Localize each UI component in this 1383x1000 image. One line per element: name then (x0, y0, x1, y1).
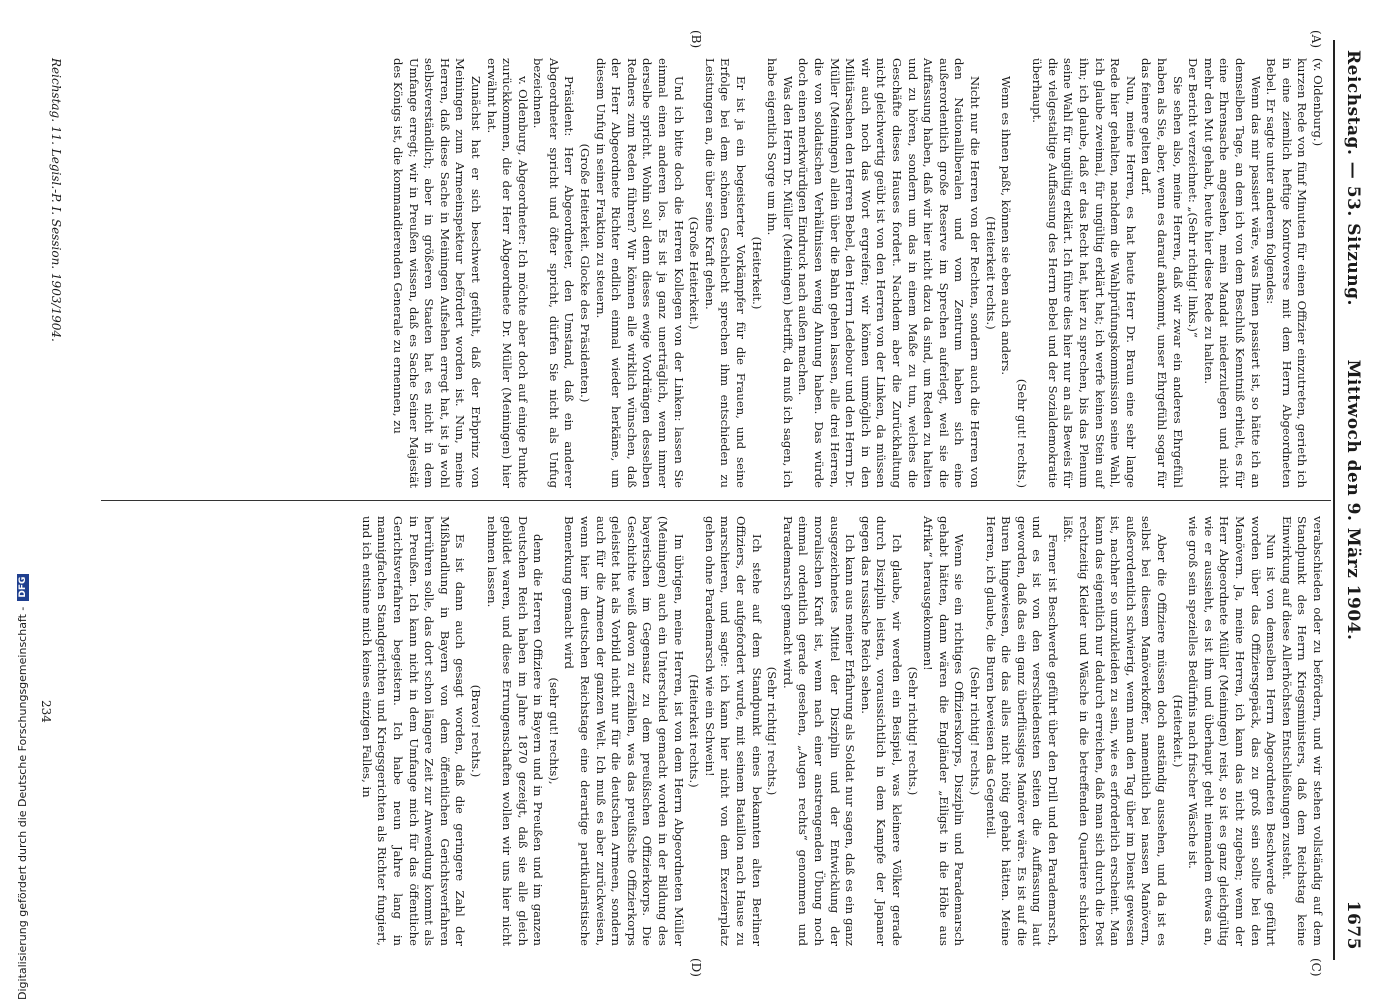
margin-letter-c: (C) (1309, 958, 1323, 977)
page-number: 234 (39, 700, 53, 723)
margin-letter-d: (D) (689, 958, 703, 977)
page-footer: Reichstag. 11. Legisl.-P. I. Session. 1903/1904. (49, 58, 63, 342)
paragraph: (v. Oldenburg.) (1311, 58, 1325, 147)
paragraph: Ich glaube, wir werden ein Beispiel, was kleinere Völker gerade durch Disziplin leisten, voraussichtlich in dem Kampfe der Japaner gegen das russische Reich sehen. (858, 516, 904, 946)
paragraph: Ich stehe auf dem Standpunkt eines bekannten alten Berliner Offiziers, der aufgefordert wurde, mit seinem Bataillon nach Hause zu marschieren, und sagte: ich kann hier nicht von dem Exerzierplatz gehen ohne Parademarsch wie ein Schwein! (702, 516, 764, 946)
paragraph: (Bravo! rechts.) (468, 684, 483, 778)
credit-text: Digitalisierung gefördert durch die Deutsche Forschungsgemeinschaft - (16, 606, 29, 1000)
paragraph: denn die Herren Offiziere in Bayern und in Preußen und im ganzen Deutschen Reich haben im Jahre 1870 gezeigt, daß sie alle gleich gebildet waren, und diese Errungenschaften wollen wir uns hier nicht nehmen lassen. (484, 516, 546, 946)
header-date: Mittwoch den 9. März 1904. (1343, 359, 1363, 641)
header-rule (1333, 40, 1335, 960)
margin-letter-a: (A) (1309, 30, 1323, 49)
paragraph: Nun, meine Herren, es hat heute Herr Dr. Braun eine sehr lange Rede hier gehalten, nachdem die Wahlprüfungskommission seine Wahl, ich glaube zweimal, für ungültig erklärt hat; ich werfe keinen Stein auf ihn; ich glaube, daß er das Recht hat, hier zu sprechen, bis das Plenum seine Wahl für ungültig erklärt. Ich führe dies hier nur an als Beweis für die vielgestaltige Auffassung des Herrn Bebel und der Sozialdemokratie überhaupt. (1030, 58, 1138, 488)
column-divider (101, 500, 1331, 501)
paragraph: Sie sehen also, meine Herren, daß wir zwar ein anderes Ehrgefühl haben als Sie, aber, wenn es darauf ankommt, unser Ehrgefühl sogar für das feinere gelten darf. (1139, 58, 1185, 488)
paragraph: Nun ist von demselben Herrn Abgeordneten Beschwerde geführt worden über das Offiziersgepäck, das zu groß sein sollte bei den Manövern. Ja, meine Herren, ich kann das nicht zugeben; wenn der Herr Abgeordnete Müller (Meiningen) reist, so ist es ganz gleichgültig wie er aussieht, es ist ihm und überhaupt geht niemandem etwas an, wie groß sein spezielles Bedürfnis nach frischer Wäsche ist. (1186, 516, 1279, 946)
paragraph: (sehr gut! rechts), (546, 677, 561, 785)
margin-letter-b: (B) (689, 30, 703, 49)
paragraph: (Sehr gut! rechts.) (1014, 378, 1029, 488)
paragraph: Wenn das mir passiert wäre, was Ihnen passiert ist, so hätte ich an demselben Tage, an dem ich von dem Beschluß Kenntniß erhielt, es für eine Ehrensache angesehen, mein Mandat niederzulegen und nicht mehr den Mut gehabt, heute hier diese Rede zu halten. (1201, 58, 1263, 488)
paragraph: Es ist dann auch gesagt worden, daß die geringere Zahl der Mißhandlung in Bayern von dem öffentlichen Gerichtsverfahren herrühren solle, das dort schon längere Zeit zur Anwendung kommt als in Preußen. Ich kann nicht in dem Umfange mich für das öffentliche Gerichtsverfahren begeistern. Ich habe neun Jahre lang in mannigfachen Standgerichten und Kriegsgerichten als Richter fungiert, und ich entsinne mich keines einzigen Falles, in (359, 516, 468, 946)
digitization-credit (16, 0, 32, 1000)
header-left: Reichstag. — 53. Sitzung. (1343, 50, 1363, 306)
paragraph: (Sehr richtig! rechts.) (905, 666, 920, 796)
paragraph: Präsident: Herr Abgeordneter, den Umstand, daß ein anderer Abgeordneter spricht und öfter spricht, dürfen Sie nicht als Unfug bezeichnen. (531, 58, 577, 488)
paragraph: Aber die Offiziere müssen doch anständig aussehen, und da ist es selbst bei diesem Manöverkoffer, namentlich bei nassen Manövern, außerordentlich schwierig, wenn man den Tag über im Dienst gewesen ist, nachher so umzukleiden zu sein, wie es erforderlich erscheint. Man kann das eigentlich nur dadurch erreichen, daß man sich durch die Post rechtzeitig Kleider und Wäsche in die betreffenden Quartiere schicken läßt. (1061, 516, 1170, 946)
paragraph: Der Bericht verzeichnet: „(Sehr richtig! links.)“ (1186, 58, 1201, 338)
paragraph: Ich kann aus meiner Erfahrung als Soldat nur sagen, daß es ein ganz ausgezeichnetes Mittel der Disziplin und der Entwicklung der moralischen Kraft ist, wenn nach einer anstrengenden Übung noch einmal ordentlich gerade gesehen, „Augen rechts“ genommen und Parademarsch gemacht wird. (780, 516, 858, 946)
paragraph: Wenn es ihnen paßt, können sie eben auch anders. (999, 76, 1014, 376)
right-text-column (358, 516, 1325, 946)
paragraph: (Heiterkeit rechts.) (687, 674, 702, 788)
page-header (1337, 40, 1363, 960)
paragraph: Und ich bitte doch die Herren Kollegen von der Linken: lassen Sie einmal einen anderen los. Es ist ja ganz unerträglich, wenn immer derselbe spricht. Wohin soll denn dieses ewige Vordrängen desselben Redners zum Reden führen? Wir können alle wirklich wünschen, daß der Herr Abgeordnete Richter endlich einmal wieder herkäme, um diesem Unfug in seiner Fraktion zu steuern. (593, 58, 686, 488)
paragraph: Wenn sie ein richtiges Offizierskorps, Disziplin und Parademarsch gehabt hätten, dann wären die Engländer „Eiligst in die Höhe aus Afrika“ herausgekommen! (921, 516, 967, 946)
paragraph: Er ist ja ein begeisterter Vorkämpfer für die Frauen, und seine Erfolge bei dem schönen Geschlecht sprechen ihm entschieden zu Leistungen an, die über seine Kraft gehen. (702, 58, 749, 488)
paragraph: (Heiterkeit.) (1170, 694, 1185, 768)
paragraph: (Heiterkeit.) (749, 236, 764, 310)
paragraph: Zunächst hat er sich beschwert gefühlt, daß der Erbprinz von Meiningen zum Armeeinspekteur befördert worden ist. Nun, meine Herren, daß diese Sache in Meiningen Aufsehen erregt hat, ist ja wohl selbstverständlich; aber in größeren Staaten hat es nicht in dem Umfange erregt; wir in Preußen wissen, daß es Sache Seiner Majestät des Königs ist, die kommandierenden Generale zu ernennen, zu (390, 58, 483, 488)
paragraph: (Sehr richtig! rechts.) (967, 666, 982, 796)
header-column-number: 1675 (1343, 900, 1363, 950)
paragraph: Ferner ist Beschwerde geführt über den Drill und den Parademarsch, und es ist von den verschiedensten Seiten die Auffassung laut geworden, daß das ein ganz überflüssiges Manöver wäre. Es ist auf die Buren hingewiesen, die das alles nicht nötig gehabt hätten. Meine Herren, ich glaube, die Buren beweisen das Gegenteil. (983, 516, 1060, 946)
paragraph: kurzen Rede von fünf Minuten für einen Offizier einzutreten, gerieth ich in eine ziemlich heftige Kontroverse mit dem Herrn Abgeordneten Bebel. Er sagte unter anderem folgendes: (1264, 58, 1310, 488)
paragraph: v. Oldenburg, Abgeordneter: Ich möchte aber doch auf einige Punkte zurückkommen, die der Herr Abgeordnete Dr. Müller (Meiningen) hier erwähnt hat. (484, 58, 530, 488)
paragraph: (Große Heiterkeit.) (687, 216, 702, 330)
dfg-logo: DFG (17, 574, 29, 601)
paragraph: Nicht nur die Herren von der Rechten, sondern auch die Herren von den Nationalliberalen und vom Zentrum haben sich eine außerordentlich große Reserve im Sprechen auferlegt, weil sie die Auffassung haben, daß wir hier nicht dazu da sind, um Reden zu halten und zu hören, sondern um das in einem Maße zu tun, welches die Geschäfte dieses Hauses fordert. Nachdem aber die Zurückhaltung nicht gleichwertig geübt ist von den Herren von der Linken, da müssen wir auch noch das Wort ergreifen; wir können unmöglich in den Militärsachen den Herren Bebel, den Herrn Ledebour und den Herrn Dr. Müller (Meiningen) allein über die Bahn gehen lassen, alle drei Herren, die von soldatischen Verhältnissen wenig Ahnung haben. Das würde doch einen merkwürdigen Eindruck nach außen machen. (796, 58, 982, 488)
paragraph: (Große Heiterkeit. Glocke des Präsidenten.) (578, 143, 593, 403)
paragraph: Im übrigen, meine Herren, ist von dem Herrn Abgeordneten Müller (Meiningen) auch ein Unterschied gemacht worden in der Bildung des bayerischen im Gegensatz zu dem preußischen Offizierkorps. Die Geschichte weiß davon zu erzählen, was das preußische Offizierkorps geleistet hat als Vorbild nicht nur für die deutschen Armeen, sondern auch für die Armeen der ganzen Welt. Ich muß es aber zurückweisen, wenn hier im deutschen Reichstage eine derartige partikularistische Bemerkung gemacht wird (562, 516, 686, 946)
paragraph: Was den Herrn Dr. Müller (Meiningen) betrifft, da muß ich sagen, ich habe eigentlich Sorge um ihn. (765, 58, 795, 488)
left-text-column (389, 58, 1325, 488)
paragraph: (Heiterkeit rechts.) (983, 216, 998, 330)
paragraph: verabschieden oder zu befördern, und wir stehen vollständig auf dem Standpunkt des Herrn Kriegsministers, daß dem Reichstag keine Einwirkung auf diese Allerhöchsten Entschließungen zusteht. (1279, 516, 1325, 946)
paragraph: (Sehr richtig! rechts.) (765, 666, 780, 796)
